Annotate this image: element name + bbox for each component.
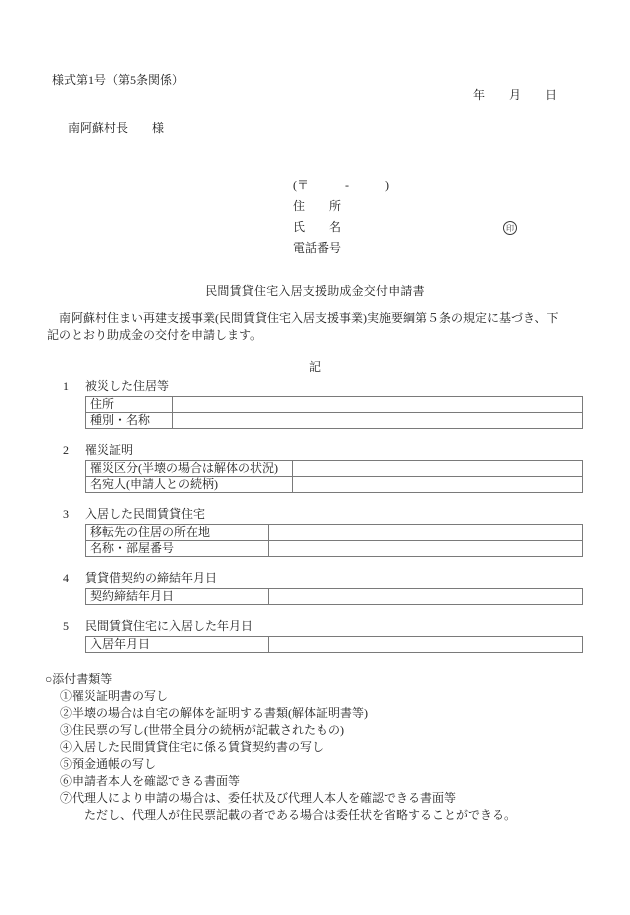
seal-stamp-icon: 印: [503, 221, 517, 235]
table-cell-value: [269, 589, 583, 605]
name-line: [293, 217, 583, 238]
section-table: [85, 460, 583, 493]
table-cell-value: [293, 461, 583, 477]
table-cell-label: 入居年月日: [86, 637, 269, 653]
body-line: 南阿蘇村住まい再建支援事業(民間賃貸住宅入居支援事業)実施要綱第５条の規定に基づき、下: [47, 311, 559, 325]
date-line: 年 月 日: [472, 88, 557, 102]
body-line: 記のとおり助成金の交付を申請します。: [47, 328, 263, 342]
table-cell-value: [269, 637, 583, 653]
document-title: 民間賃貸住宅入居支援助成金交付申請書: [205, 284, 425, 298]
section-table: [85, 588, 583, 605]
table-cell-value: [269, 541, 583, 557]
section-title: 罹災証明: [85, 443, 134, 457]
section-rental-housing: [47, 507, 583, 557]
table-row: [86, 637, 583, 653]
attachment-item: ①罹災証明書の写し: [60, 689, 169, 703]
addressee: 南阿蘇村長 様: [68, 121, 165, 135]
section-title: 被災した住居等: [85, 379, 170, 393]
table-row: [86, 461, 583, 477]
attachments-note: ただし、代理人が住民票記載の者である場合は委任状を省略することができる。: [84, 808, 517, 822]
sections: [47, 379, 583, 653]
table-cell-value: [173, 413, 583, 429]
address-label: 住 所: [293, 199, 342, 213]
section-heading: [47, 443, 583, 457]
section-title: 賃貸借契約の締結年月日: [85, 571, 218, 585]
section-number: 3: [63, 507, 69, 521]
table-cell-label: 名宛人(申請人との続柄): [86, 477, 293, 493]
table-cell-value: [293, 477, 583, 493]
table-row: [86, 477, 583, 493]
section-title: 民間賃貸住宅に入居した年月日: [85, 619, 254, 633]
table-cell-label: 種別・名称: [86, 413, 173, 429]
section-heading: [47, 379, 583, 393]
form-number: 様式第1号（第5条関係）: [52, 73, 185, 87]
table-cell-label: 移転先の住居の所在地: [86, 525, 269, 541]
table-row: [86, 397, 583, 413]
table-cell-value: [269, 525, 583, 541]
attachment-item: ③住民票の写し(世帯全員分の続柄が記載されたもの): [60, 723, 344, 737]
section-title: 入居した民間賃貸住宅: [85, 507, 206, 521]
postal-code-line: (〒 - ): [293, 178, 389, 192]
name-label: 氏 名: [293, 220, 342, 234]
table-cell-label: 名称・部屋番号: [86, 541, 269, 557]
table-cell-label: 住所: [86, 397, 173, 413]
section-heading: [47, 571, 583, 585]
attachment-item: ⑤預金通帳の写し: [60, 757, 157, 771]
table-row: [86, 525, 583, 541]
body-paragraph: [47, 310, 583, 344]
table-cell-label: 契約締結年月日: [86, 589, 269, 605]
table-cell-value: [173, 397, 583, 413]
attachment-item: ⑦代理人により申請の場合は、委任状及び代理人本人を確認できる書面等: [60, 791, 457, 805]
attachment-item: ⑥申請者本人を確認できる書面等: [60, 774, 241, 788]
table-cell-label: 罹災区分(半壊の場合は解体の状況): [86, 461, 293, 477]
table-row: [86, 589, 583, 605]
section-movein-date: [47, 619, 583, 653]
section-number: 2: [63, 443, 69, 457]
ki-marker: 記: [308, 360, 321, 374]
section-disaster-certificate: [47, 443, 583, 493]
applicant-block: [293, 175, 583, 259]
section-number: 4: [63, 571, 69, 585]
section-table: [85, 636, 583, 653]
table-row: [86, 541, 583, 557]
attachment-item: ②半壊の場合は自宅の解体を証明する書類(解体証明書等): [60, 706, 368, 720]
table-row: [86, 413, 583, 429]
section-number: 1: [63, 379, 69, 393]
attachments-heading: ○添付書類等: [45, 672, 113, 686]
section-heading: [47, 619, 583, 633]
section-heading: [47, 507, 583, 521]
section-damaged-residence: [47, 379, 583, 429]
attachments: [47, 671, 583, 824]
section-number: 5: [63, 619, 69, 633]
attachment-item: ④入居した民間賃貸住宅に係る賃貸契約書の写し: [60, 740, 325, 754]
phone-label: 電話番号: [293, 241, 342, 255]
section-table: [85, 524, 583, 557]
section-table: [85, 396, 583, 429]
section-contract-date: [47, 571, 583, 605]
